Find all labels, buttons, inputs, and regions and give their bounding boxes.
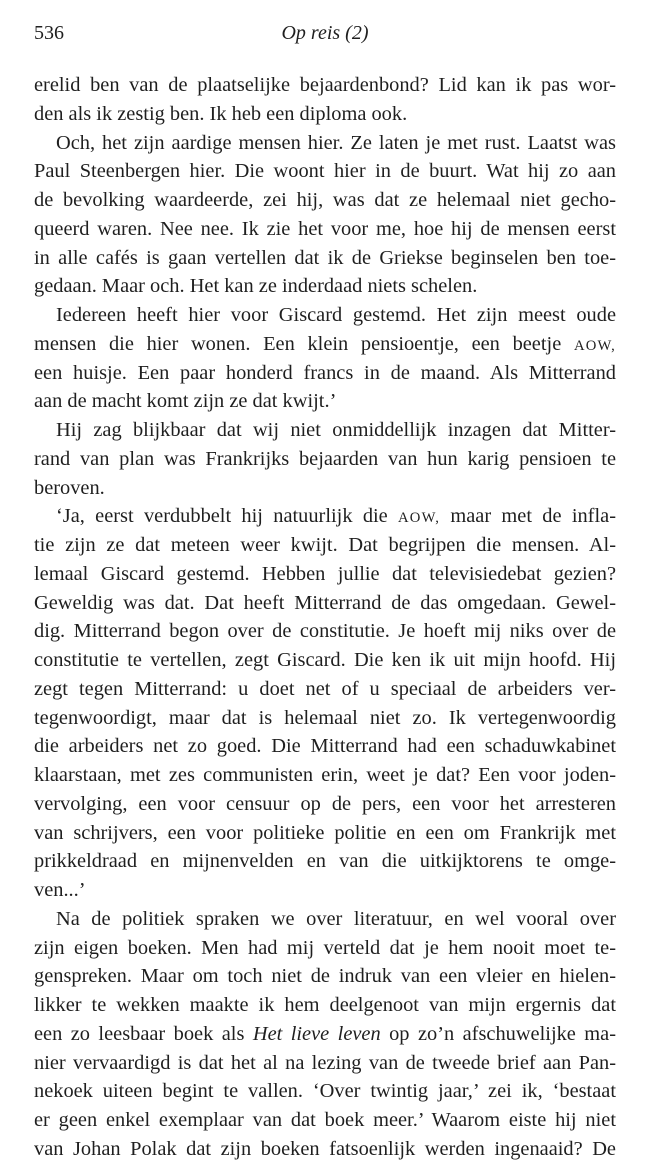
text-line: rand van plan was Frankrijks bejaarden van hun karig pensioen te	[34, 447, 616, 470]
text-line: die arbeiders net zo goed. Die Mitterrand had een schaduwkabinet	[34, 735, 616, 758]
text-line: dig. Mitterrand begon over de constitutie. Je hoeft mij niks over de	[34, 620, 616, 643]
text-line: den als ik zestig ben. Ik heb een diploma ook.	[34, 102, 408, 125]
text-line: constitutie te vertellen, zegt Giscard. Die ken ik uit mijn hoofd. Hij	[34, 649, 616, 671]
text-line: nier vervaardigd is dat het al na lezing van de tweede brief aan Pan-	[34, 1051, 616, 1074]
text-line: beroven.	[34, 476, 105, 499]
text-line: lemaal Giscard gestemd. Hebben jullie dat televisiedebat gezien?	[34, 562, 616, 585]
text-line: gedaan. Maar och. Het kan ze inderdaad niets schelen.	[34, 275, 478, 298]
text-line: vervolging, een voor censuur op de pers, een voor het arresteren	[34, 792, 616, 815]
text-line: queerd waren. Nee nee. Ik zie het voor me, hoe hij de mensen eerst	[34, 217, 616, 240]
text-line: aan de macht komt zijn ze dat kwijt.’	[34, 390, 337, 413]
aow-abbreviation: AOW,	[398, 510, 441, 527]
page-number: 536	[34, 22, 64, 44]
text-line: de bevolking waardeerde, zei hij, was dat ze helemaal niet gecho-	[34, 189, 616, 211]
text-line: likker te wekken maakte ik hem deelgenoot van mijn ergernis dat	[34, 994, 616, 1016]
text-line: van schrijvers, een voor politieke politie en een om Frankrijk met	[34, 821, 616, 844]
body-text	[34, 71, 616, 1164]
text-line: Na de politiek spraken we over literatuur, en wel vooral over	[56, 907, 616, 930]
text-line: tegenwoordigt, maar dat is helemaal niet zo. Ik vertegenwoordig	[34, 706, 616, 729]
text-line: klaarstaan, met zes communisten erin, weet je dat? Een voor joden-	[34, 764, 616, 786]
text-line: van Johan Polak dat zijn boeken fatsoenlijk werden ingenaaid? De	[34, 1137, 616, 1160]
running-title: Op reis (2)	[281, 22, 369, 44]
text-line: erelid ben van de plaatselijke bejaardenbond? Lid kan ik pas wor-	[34, 74, 616, 96]
text-line	[34, 502, 616, 531]
text-segment: op zo’n afschuwelijke ma-	[380, 1022, 616, 1045]
book-title: Het lieve leven	[252, 1022, 381, 1045]
text-line	[34, 330, 616, 359]
text-segment: mensen die hier wonen. Een klein pensioentje, een beetje	[34, 332, 562, 355]
text-line: Och, het zijn aardige mensen hier. Ze laten je met rust. Laatst was	[56, 131, 616, 154]
text-segment: een zo leesbaar boek als	[34, 1022, 245, 1045]
text-line: nekoek uiteen begint te vallen. ‘Over twintig jaar,’ zei ik, ‘bestaat	[34, 1080, 616, 1103]
text-line: Hij zag blijkbaar dat wij niet onmiddellijk inzagen dat Mitter-	[56, 419, 616, 441]
text-line: prikkeldraad en mijnenvelden en van die uitkijktorens te omge-	[34, 850, 616, 873]
text-line: genspreken. Maar om toch niet de indruk van een vleier en hielen-	[34, 965, 616, 988]
text-line: zijn eigen boeken. Men had mij verteld dat je hem nooit moet te-	[34, 936, 616, 959]
text-line: in alle cafés is gaan vertellen dat ik de Griekse beginselen ben toe-	[34, 246, 616, 269]
page-header	[34, 22, 616, 48]
text-line: zegt tegen Mitterrand: u doet net of u speciaal de arbeiders ver-	[34, 677, 616, 700]
text-line: ven...’	[34, 879, 86, 901]
text-line: een huisje. Een paar honderd francs in de maand. Als Mitterrand	[34, 361, 616, 384]
aow-abbreviation: AOW,	[573, 337, 616, 354]
text-line: Iedereen heeft hier voor Giscard gestemd. Het zijn meest oude	[56, 304, 616, 326]
text-segment: ‘Ja, eerst verdubbelt hij natuurlijk die	[56, 505, 388, 528]
text-line	[34, 1020, 616, 1049]
text-line: er geen enkel exemplaar van dat boek meer.’ Waarom eiste hij niet	[34, 1109, 616, 1131]
text-segment: maar met de infla-	[440, 505, 616, 528]
text-line: tie zijn ze dat meteen weer kwijt. Dat begrijpen die mensen. Al-	[34, 534, 616, 556]
text-line: Paul Steenbergen hier. Die woont hier in de buurt. Wat hij zo aan	[34, 160, 616, 183]
text-line: Geweldig was dat. Dat heeft Mitterrand de das omgedaan. Gewel-	[34, 591, 616, 614]
